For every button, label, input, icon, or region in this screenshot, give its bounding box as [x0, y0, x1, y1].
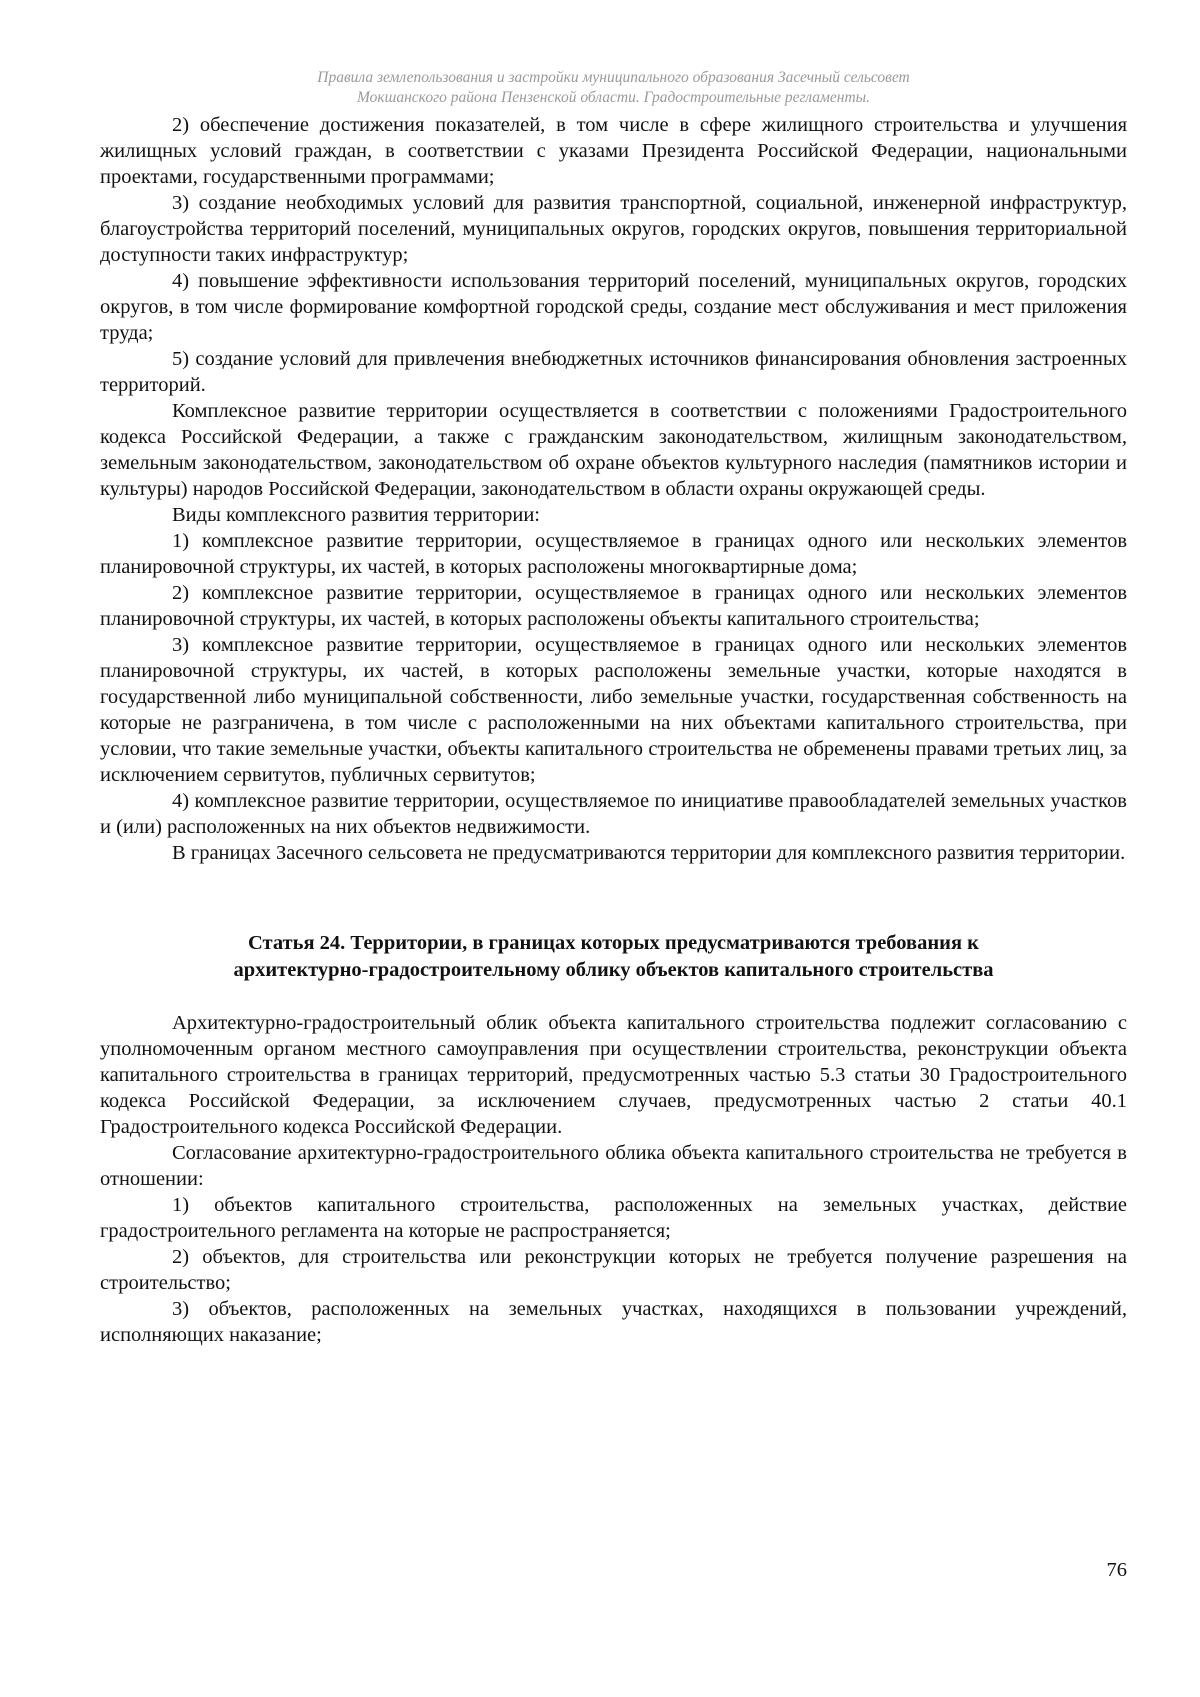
paragraph: Согласование архитектурно-градостроительного облика объекта капитального строительства не требуется в отношении: — [100, 1142, 1127, 1190]
paragraph: Виды комплексного развития территории: — [172, 504, 540, 526]
article-title — [100, 930, 1127, 984]
running-header-line-1: Правила землепользования и застройки муниципального образования Засечный сельсовет — [317, 69, 910, 86]
article-title-line-2: архитектурно-градостроительному облику объектов капитального строительства — [233, 959, 994, 981]
paragraph: 3) объектов, расположенных на земельных участках, находящихся в пользовании учреждений, исполняющих наказание; — [100, 1298, 1127, 1346]
title-gap — [100, 984, 1127, 1010]
paragraph: 5) создание условий для привлечения внебюджетных источников финансирования обновления застроенных территорий. — [100, 348, 1127, 396]
running-header — [100, 68, 1127, 108]
paragraph: Комплексное развитие территории осуществляется в соответствии с положениями Градостроительного кодекса Российской Федерации, а также с гражданским законодательством, жилищным законодательством, земельным законодательством, законодательством об охране объектов культурного наследия (памятников истории и культуры) народов Российской Федерации, законодательством в области охраны окружающей среды. — [100, 400, 1127, 500]
paragraph: 3) создание необходимых условий для развития транспортной, социальной, инженерной инфраструктур, благоустройства территорий поселений, муниципальных округов, городских округов, повышения территориальной доступности таких инфраструктур; — [100, 192, 1127, 266]
paragraph: 2) объектов, для строительства или реконструкции которых не требуется получение разрешения на строительство; — [100, 1246, 1127, 1294]
paragraph: 2) комплексное развитие территории, осуществляемое в границах одного или нескольких элементов планировочной структуры, их частей, в которых расположены объекты капитального строительства; — [100, 582, 1127, 630]
paragraph: 2) обеспечение достижения показателей, в том числе в сфере жилищного строительства и улучшения жилищных условий граждан, в соответствии с указами Президента Российской Федерации, национальными проектами, государственными программами; — [100, 114, 1127, 188]
page-number: 76 — [1106, 1559, 1127, 1581]
paragraph: 1) объектов капитального строительства, расположенных на земельных участках, действие градостроительного регламента на которые не распространяется; — [100, 1194, 1127, 1242]
paragraph: 4) повышение эффективности использования территорий поселений, муниципальных округов, городских округов, в том числе формирование комфортной городской среды, создание мест обслуживания и мест приложения труда; — [100, 270, 1127, 344]
paragraph: 3) комплексное развитие территории, осуществляемое в границах одного или нескольких элементов планировочной структуры, их частей, в которых расположены земельные участки, которые находятся в государственной либо муниципальной собственности, либо земельные участки, государственная собственность на которые не разграничена, в том числе с расположенными на них объектами капитального строительства, при условии, что такие земельные участки, объекты капитального строительства не обременены правами третьих лиц, за исключением сервитутов, публичных сервитутов; — [100, 634, 1127, 786]
article-title-line-1: Статья 24. Территории, в границах которых предусматриваются требования к — [247, 932, 979, 954]
running-header-line-2: Мокшанского района Пензенской области. Градостроительные регламенты. — [356, 89, 871, 106]
paragraph: Архитектурно-градостроительный облик объекта капитального строительства подлежит согласованию с уполномоченным органом местного самоуправления при осуществлении строительства, реконструкции объекта капитального строительства в границах территорий, предусмотренных частью 5.3 статьи 30 Градостроительного кодекса Российской Федерации, за исключением случаев, предусмотренных частью 2 статьи 40.1 Градостроительного кодекса Российской Федерации. — [100, 1012, 1127, 1138]
paragraph: В границах Засечного сельсовета не предусматриваются территории для комплексного развития территории. — [172, 842, 1126, 864]
paragraph: 4) комплексное развитие территории, осуществляемое по инициативе правообладателей земельных участков и (или) расположенных на них объектов недвижимости. — [100, 790, 1127, 838]
paragraph: 1) комплексное развитие территории, осуществляемое в границах одного или нескольких элементов планировочной структуры, их частей, в которых расположены многоквартирные дома; — [100, 530, 1127, 578]
section-gap — [100, 866, 1127, 930]
document-page — [100, 68, 1127, 1348]
